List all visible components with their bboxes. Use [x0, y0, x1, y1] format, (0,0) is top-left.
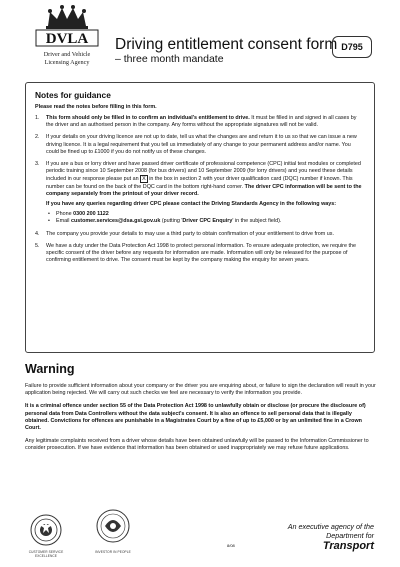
guidance-panel — [25, 82, 375, 353]
footer — [0, 500, 400, 567]
dvla-crown-logo-icon — [26, 4, 108, 50]
guidance-item-1: 1. This form should only be filled in to confirm an individual's entitlement to drive. It must be filled in and signed in all cases by the driver and an authorised person in the company. Any forms without the appropriate signatures will not be valid. — [35, 115, 357, 129]
agency-statement: An executive agency of the Department for Transport — [287, 522, 374, 552]
investor-in-people-seal-icon — [96, 506, 130, 546]
guidance-item-5: 5. We have a duty under the Data Protection Act 1998 to protect personal information. To ensure adequate protection, we require the specific consent of the driver before any requests for information are made. Information will only be released for the purpose of confirming entitlement to drive. The consent must be kept by the company making the enquiry for seven years. — [35, 242, 356, 264]
warning-paragraph-2: It is a criminal offence under section 55 of the Data Protection Act 1998 to unlawfully obtain or disclose (or procure the disclosure of) personal data from Data Controllers without the data subject's consent. It is also an offence to sell personal data that is illegally obtained. Convictions for offences are punishable in a Magistrates Court by a fine of up to £5,000 or by an unlimited fine in a Crown Court. — [25, 403, 366, 432]
form-subtitle: – three month mandate — [115, 53, 224, 65]
seal-1-caption: CUSTOMER SERVICE EXCELLENCE — [28, 550, 64, 558]
guidance-heading: Notes for guidance — [35, 90, 111, 100]
guidance-item-2: 2. If your details on your driving licence are not up to date, tell us what the changes are and return it to us so that we can issue a new driving licence. It is a legal requirement that you tell us immediately of any change to your permanent address and/or name. You could be fined up to £1000 if you do not notify us of these changes. — [35, 134, 357, 155]
cpc-query-text: If you have any queries regarding driver CPC please contact the Driving Standards Agency in the following ways: — [46, 201, 337, 208]
logo-wordmark: DVLA — [45, 31, 89, 47]
logo-subtitle: Driver and Vehicle Licensing Agency — [43, 51, 91, 66]
guidance-item-4: 4. The company you provide your details to may use a third party to obtain confirmation of your entitlement to drive from us. — [35, 230, 334, 237]
checkbox-example-icon: X — [142, 176, 146, 183]
warning-heading: Warning — [25, 362, 75, 376]
guidance-item-3: 3. If you are a bus or lorry driver and have passed driver certificate of professional competence (CPC) initial test modules or completed periodic training since 10 September 2008 (for bus drivers) and 10 September 2009 (for lorry drivers) and you need these details included in our response please put an X in the box in section 2 with your driver qualification card (DQC) number if known. This number can be found on the back of the DQC card in the bottom right-hand corner. The driver CPC information will be sent to the company separately from the printout of your driver record. If you have any queries regarding driver CPC please contact the Driving Standards Agency in the following ways: • Phone 0300 200 1122 • Email customer.services@dsa.gsi.gov.uk (putting 'Driver CPC Enquiry' in the subject field). — [35, 161, 365, 226]
dvla-logo — [26, 4, 108, 70]
customer-service-excellence-seal-icon — [30, 514, 62, 546]
warning-section — [25, 362, 377, 459]
email-link[interactable]: customer.services@dsa.gsi.gov.uk — [70, 218, 161, 225]
page-reference: 8/08 — [227, 543, 235, 548]
warning-paragraph-3: Any legitimate complaints received from a driver whose details have been obtained unlawfully will be passed to the Information Commissioner to consider prosecution. If we have evidence that information has been obtained or used inappropriately we may refuse future applications. — [25, 438, 369, 452]
phone-contact: • Phone 0300 200 1122 — [46, 211, 365, 218]
warning-paragraph-1: Failure to provide sufficient information about your company or the driver you are enquiring about, or failure to sign the declaration will result in your application being rejected. We will carry out such checks we feel are necessary to verify the information you provide. — [25, 383, 376, 397]
seal-2-caption: INVESTOR IN PEOPLE — [95, 550, 131, 554]
guidance-intro: Please read the notes before filling in this form. — [35, 104, 157, 110]
form-code-badge: D795 — [332, 36, 372, 58]
form-title: Driving entitlement consent form — [115, 36, 338, 53]
department-name: Transport — [322, 540, 374, 552]
email-contact: • Email customer.services@dsa.gsi.gov.uk (putting 'Driver CPC Enquiry' in the subject field). — [46, 218, 365, 225]
header — [0, 0, 400, 74]
